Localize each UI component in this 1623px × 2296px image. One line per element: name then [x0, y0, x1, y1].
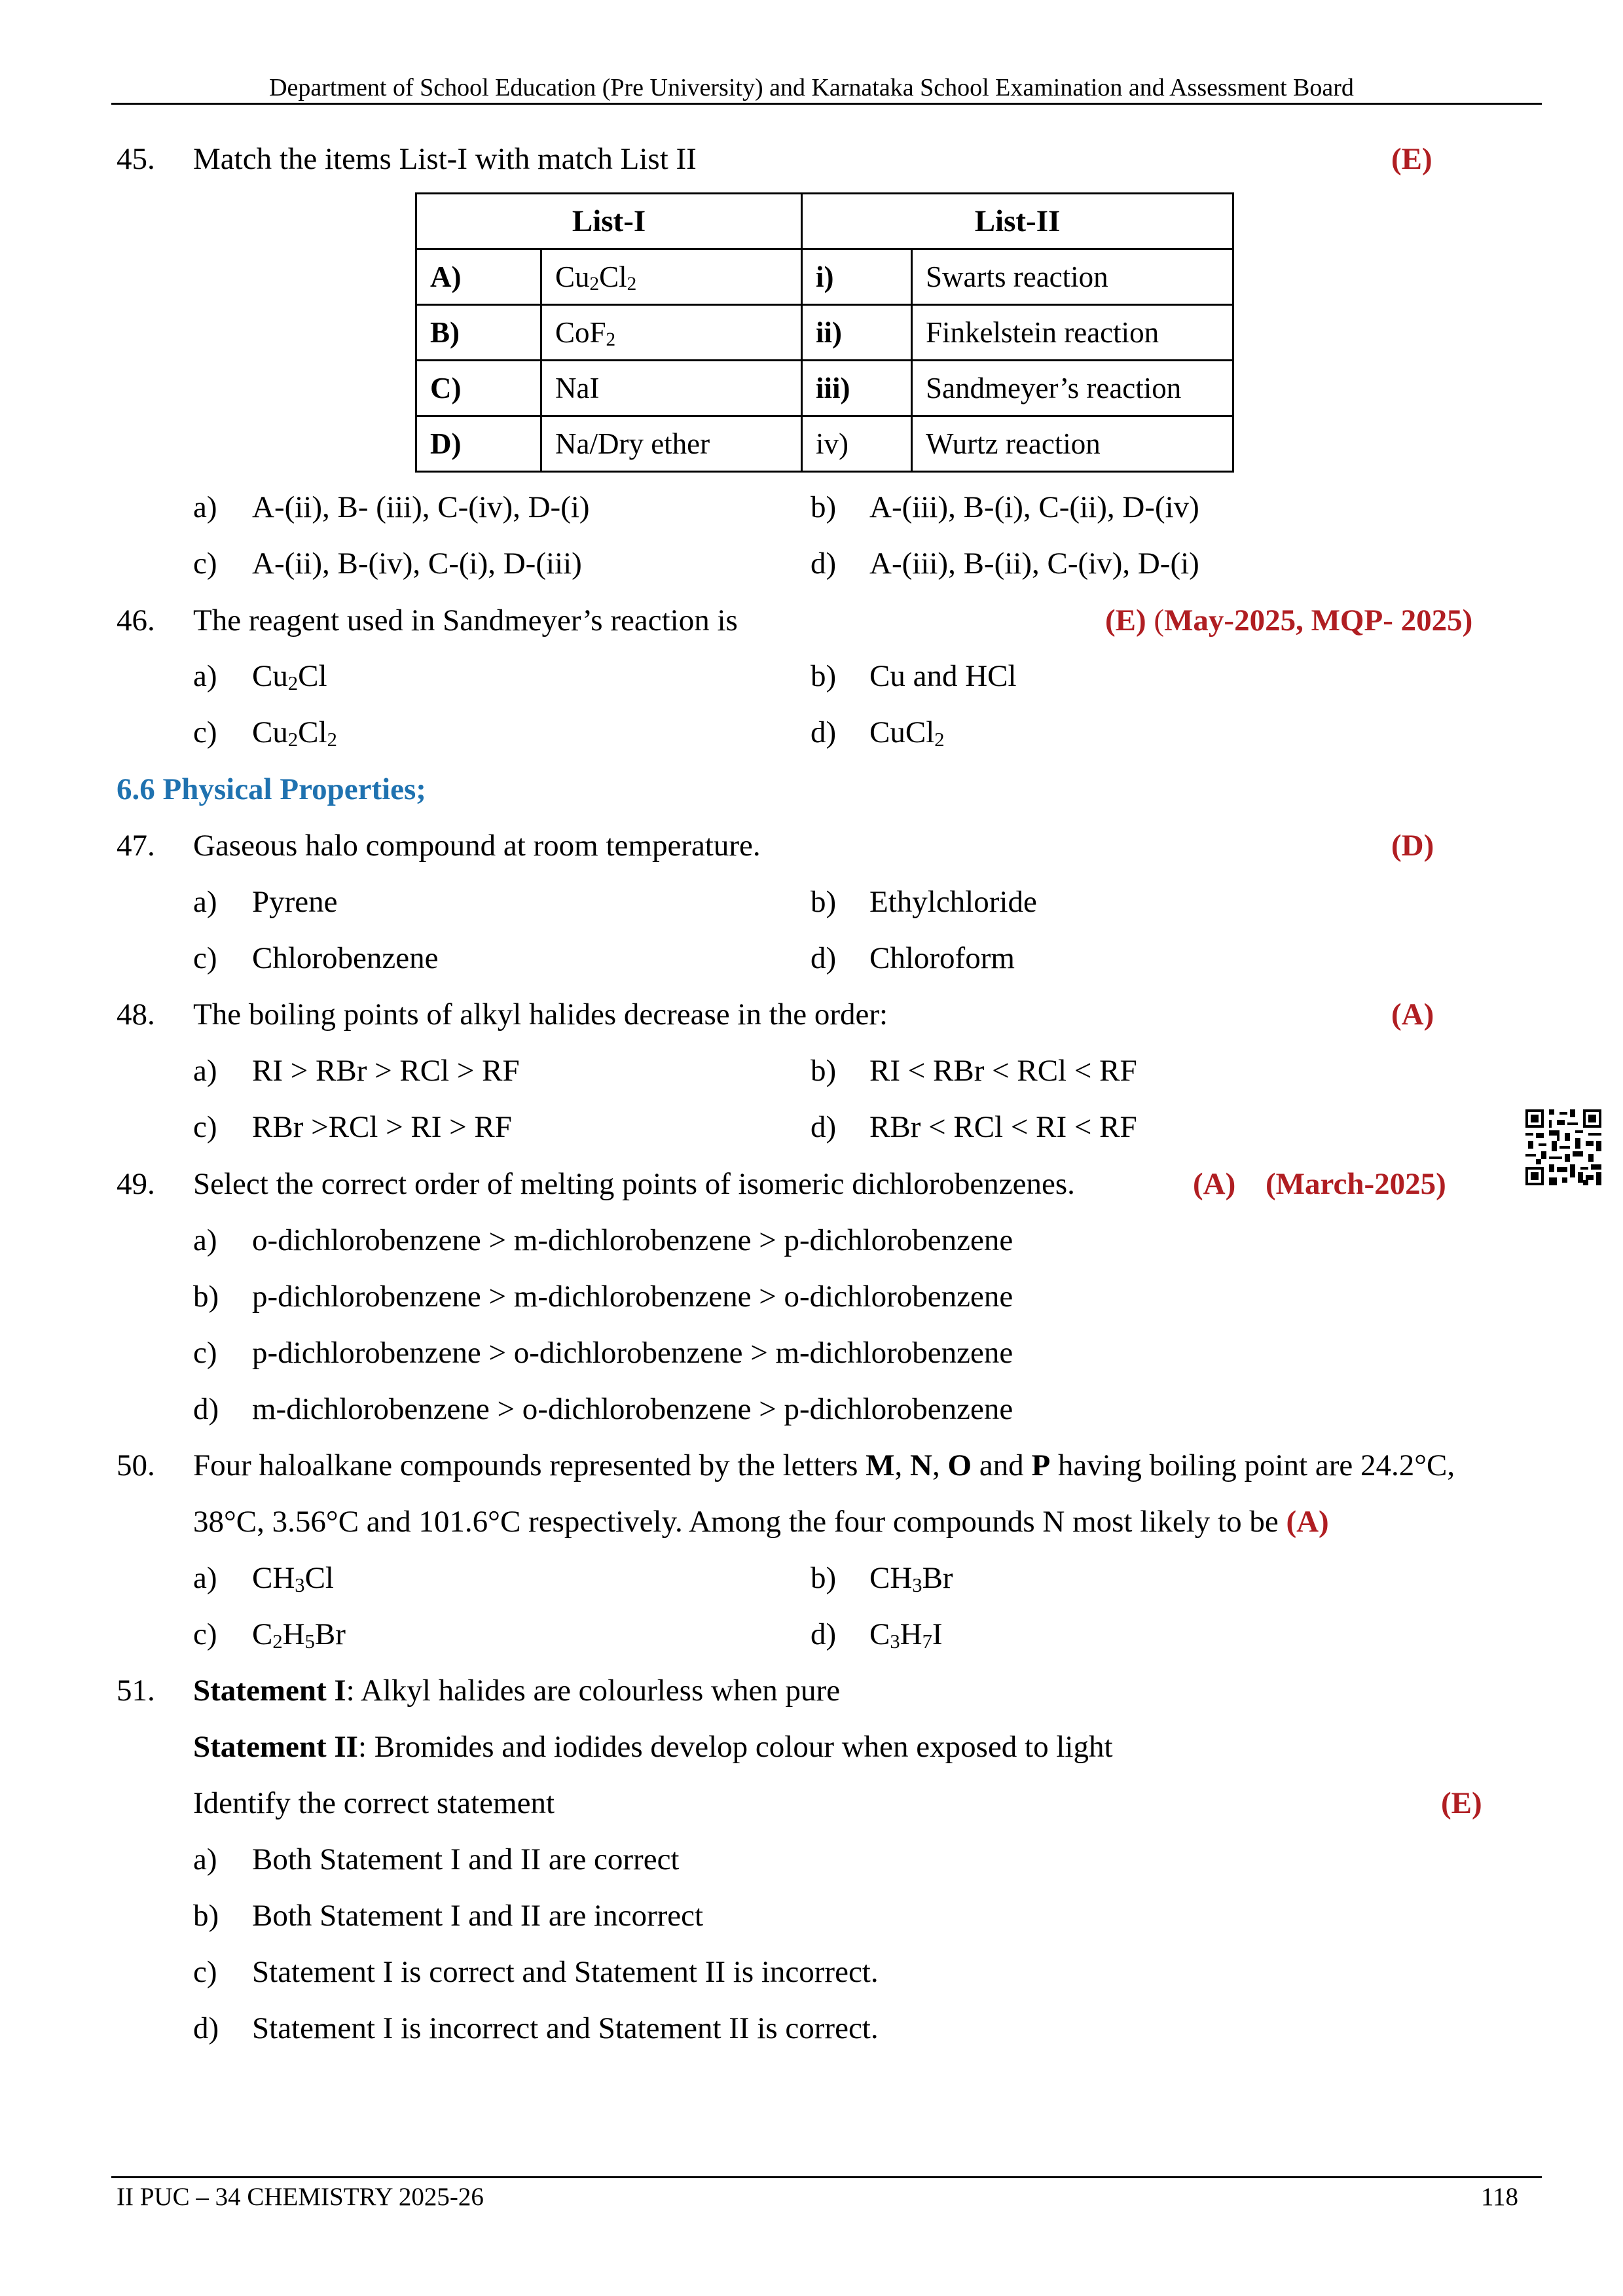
q50-option-c: C2H5Br	[252, 1617, 346, 1653]
q51-option-label: d)	[193, 2011, 219, 2045]
q48-option-d: RBr < RCl < RI < RF	[869, 1110, 1137, 1144]
q48-answer: (A)	[1391, 997, 1434, 1031]
row-key: C)	[430, 371, 462, 404]
q47-option-b: Ethylchloride	[869, 885, 1037, 919]
footer-rule	[111, 2176, 1542, 2178]
q47-option-label: d)	[811, 941, 837, 975]
table-header-row	[416, 194, 1233, 249]
q51-statement-2: Statement II: Bromides and iodides develop colour when exposed to light	[193, 1730, 1113, 1764]
table-row	[416, 249, 1233, 305]
q46-answer: (E) (May-2025, MQP- 2025)	[1105, 603, 1473, 637]
q47-option-label: a)	[193, 885, 217, 919]
q45-option-b: A-(iii), B-(i), C-(ii), D-(iv)	[869, 490, 1199, 524]
q49-option-label: d)	[193, 1392, 219, 1426]
footer-left: II PUC – 34 CHEMISTRY 2025-26	[117, 2183, 484, 2211]
q48-option-label: b)	[811, 1054, 837, 1088]
q51-prompt: Identify the correct statement	[193, 1786, 555, 1820]
q46-option-label: d)	[811, 715, 837, 749]
row-key: ii)	[816, 315, 842, 349]
q45-option-label: c)	[193, 547, 217, 581]
q51-option-label: b)	[193, 1899, 219, 1933]
q51-option-a: Both Statement I and II are correct	[252, 1842, 680, 1876]
q50-number: 50.	[117, 1448, 155, 1482]
q50-option-a: CH3Cl	[252, 1561, 334, 1597]
q45-option-a: A-(ii), B- (iii), C-(iv), D-(i)	[252, 490, 590, 524]
q51-number: 51.	[117, 1674, 155, 1708]
q46-number: 46.	[117, 603, 155, 637]
q48-option-label: c)	[193, 1110, 217, 1144]
row-reaction: Sandmeyer’s reaction	[912, 361, 1233, 416]
q45-option-d: A-(iii), B-(ii), C-(iv), D-(i)	[869, 547, 1199, 581]
header-rule	[111, 103, 1542, 105]
q49-option-d: m-dichlorobenzene > o-dichlorobenzene > p-dichlorobenzene	[252, 1392, 1013, 1426]
q48-option-label: a)	[193, 1054, 217, 1088]
q50-option-label: a)	[193, 1561, 217, 1595]
q51-answer: (E)	[1441, 1786, 1482, 1820]
q46-option-label: a)	[193, 659, 217, 693]
table-row	[416, 416, 1233, 472]
q49-answer: (A)	[1193, 1167, 1236, 1201]
q50-option-label: d)	[811, 1617, 837, 1651]
q47-option-d: Chloroform	[869, 941, 1015, 975]
row-key: i)	[816, 260, 834, 293]
q51-option-label: a)	[193, 1842, 217, 1876]
q50-text-line2: 38°C, 3.56°C and 101.6°C respectively. Among the four compounds N most likely to be (A)	[193, 1505, 1329, 1539]
q51-option-d: Statement I is incorrect and Statement II is correct.	[252, 2011, 879, 2045]
qr-code-icon	[1525, 1109, 1601, 1185]
row-reaction: Swarts reaction	[912, 249, 1233, 305]
q45-option-label: b)	[811, 490, 837, 524]
row-key: B)	[430, 315, 460, 349]
q48-option-a: RI > RBr > RCl > RF	[252, 1054, 520, 1088]
table-row	[416, 361, 1233, 416]
list-2-header: List-II	[802, 194, 1233, 249]
q49-option-label: c)	[193, 1336, 217, 1370]
match-table	[415, 192, 1234, 473]
q45-answer: (E)	[1391, 142, 1432, 176]
q48-option-b: RI < RBr < RCl < RF	[869, 1054, 1137, 1088]
q50-option-d: C3H7I	[869, 1617, 943, 1653]
q48-number: 48.	[117, 997, 155, 1031]
row-compound: Na/Dry ether	[541, 416, 802, 472]
q47-option-c: Chlorobenzene	[252, 941, 439, 975]
row-key: A)	[430, 260, 462, 293]
q46-option-a: Cu2Cl	[252, 659, 327, 695]
q48-option-label: d)	[811, 1110, 837, 1144]
q46-option-c: Cu2Cl2	[252, 715, 337, 751]
q46-option-label: c)	[193, 715, 217, 749]
q50-option-label: b)	[811, 1561, 837, 1595]
q49-option-label: a)	[193, 1223, 217, 1257]
row-key: iv)	[802, 416, 912, 472]
q50-answer: (A)	[1286, 1505, 1329, 1539]
q51-statement-1: Statement I: Alkyl halides are colourless when pure	[193, 1674, 841, 1708]
q45-option-label: a)	[193, 490, 217, 524]
q45-option-label: d)	[811, 547, 837, 581]
row-key: iii)	[816, 371, 850, 404]
q50-option-label: c)	[193, 1617, 217, 1651]
q49-tag: (March-2025)	[1266, 1167, 1446, 1201]
q51-option-b: Both Statement I and II are incorrect	[252, 1899, 704, 1933]
q50-text-line1: Four haloalkane compounds represented by the letters M, N, O and P having boiling point are 24.2°C,	[193, 1448, 1455, 1482]
row-reaction: Finkelstein reaction	[912, 305, 1233, 361]
q48-option-c: RBr >RCl > RI > RF	[252, 1110, 512, 1144]
q45-text: Match the items List-I with match List II	[193, 142, 697, 176]
page-number: 118	[1481, 2183, 1519, 2211]
q46-option-b: Cu and HCl	[869, 659, 1017, 693]
q51-option-c: Statement I is correct and Statement II is incorrect.	[252, 1955, 879, 1989]
q47-option-label: c)	[193, 941, 217, 975]
q47-answer: (D)	[1391, 829, 1434, 863]
q49-option-label: b)	[193, 1280, 219, 1314]
q46-option-d: CuCl2	[869, 715, 945, 751]
q47-option-a: Pyrene	[252, 885, 338, 919]
q49-option-b: p-dichlorobenzene > m-dichlorobenzene > o-dichlorobenzene	[252, 1280, 1013, 1314]
table-row	[416, 305, 1233, 361]
row-reaction: Wurtz reaction	[912, 416, 1233, 472]
row-compound: NaI	[541, 361, 802, 416]
q49-text: Select the correct order of melting points of isomeric dichlorobenzenes.	[193, 1167, 1075, 1201]
row-key: D)	[430, 427, 462, 460]
q49-option-a: o-dichlorobenzene > m-dichlorobenzene > p-dichlorobenzene	[252, 1223, 1013, 1257]
list-1-header: List-I	[416, 194, 802, 249]
section-title: 6.6 Physical Properties;	[117, 772, 426, 806]
q45-number: 45.	[117, 142, 155, 176]
q46-text: The reagent used in Sandmeyer’s reaction is	[193, 603, 738, 637]
q47-number: 47.	[117, 829, 155, 863]
q49-option-c: p-dichlorobenzene > o-dichlorobenzene > m-dichlorobenzene	[252, 1336, 1013, 1370]
q47-text: Gaseous halo compound at room temperature.	[193, 829, 761, 863]
row-compound: CoF2	[541, 305, 802, 361]
row-compound: Cu2Cl2	[541, 249, 802, 305]
q49-number: 49.	[117, 1167, 155, 1201]
q46-option-label: b)	[811, 659, 837, 693]
q48-text: The boiling points of alkyl halides decrease in the order:	[193, 997, 888, 1031]
q47-option-label: b)	[811, 885, 837, 919]
q50-option-b: CH3Br	[869, 1561, 953, 1597]
q51-option-label: c)	[193, 1955, 217, 1989]
q45-option-c: A-(ii), B-(iv), C-(i), D-(iii)	[252, 547, 582, 581]
page-header: Department of School Education (Pre University) and Karnataka School Examination and Assessment Board	[269, 74, 1354, 101]
